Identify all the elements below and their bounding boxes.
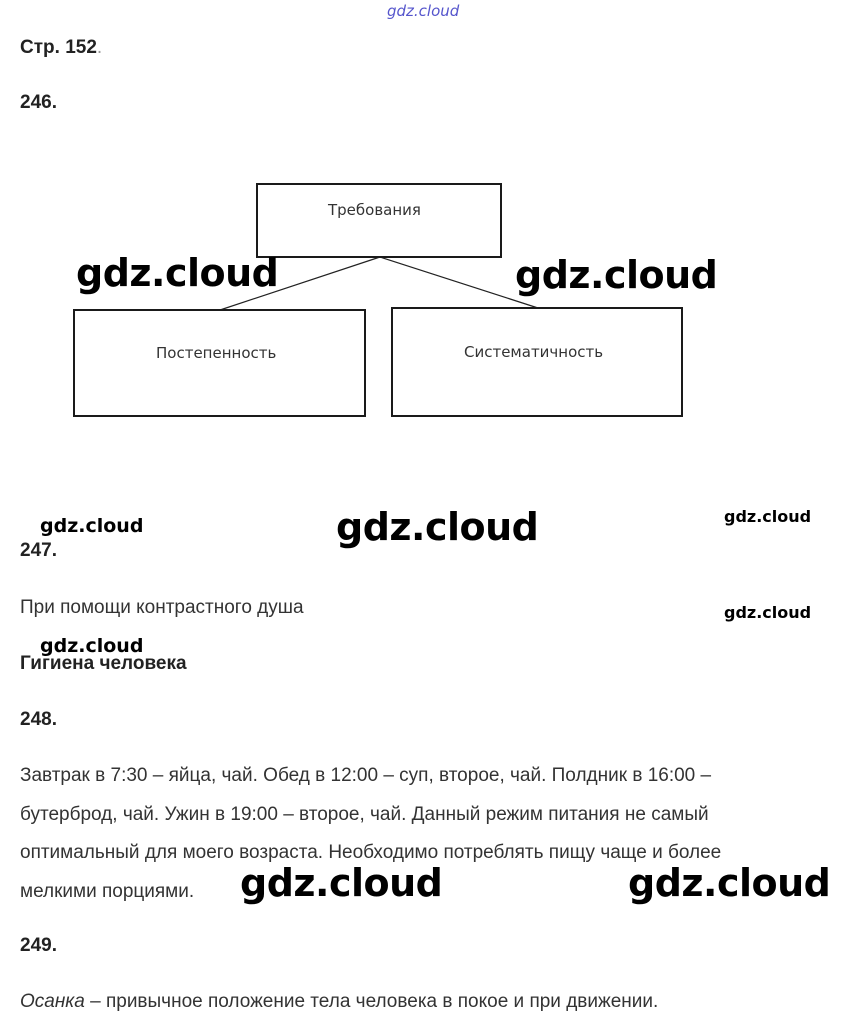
page-reference-text: Стр. 152 [20, 37, 97, 58]
watermark-diagram-right: gdz.cloud [515, 253, 718, 297]
watermark-right-lower: gdz.cloud [724, 603, 812, 622]
diagram-root-label: Требования [328, 201, 421, 219]
answer-249 [20, 991, 658, 1013]
watermark-top: gdz.cloud [387, 2, 460, 20]
diagram-child-box-1 [73, 309, 366, 417]
task-number-246: 246. [20, 92, 57, 113]
answer-248-line-2: бутерброд, чай. Ужин в 19:00 – второе, чай. Данный режим питания не самый [20, 803, 709, 825]
diagram-child-box-2 [391, 307, 683, 417]
task-number-247: 247. [20, 540, 57, 561]
watermark-bottom-right: gdz.cloud [628, 861, 831, 905]
diagram-root-box [256, 183, 502, 258]
task-number-249: 249. [20, 935, 57, 956]
term-posture-definition: – привычное положение тела человека в покое и при движении. [84, 991, 659, 1012]
diagram-child-label-2: Систематичность [464, 343, 604, 361]
watermark-mid-right: gdz.cloud [724, 507, 812, 526]
answer-248-line-4: мелкими порциями. [20, 880, 195, 902]
answer-247: При помощи контрастного душа [20, 597, 304, 618]
section-heading-hygiene: Гигиена человека [20, 653, 187, 674]
answer-248-line-3: оптимальный для моего возраста. Необходимо потреблять пищу чаще и более [20, 842, 722, 863]
watermark-bottom-center: gdz.cloud [240, 861, 443, 905]
page-reference-dot: . [96, 37, 103, 58]
watermark-mid-left: gdz.cloud [40, 515, 144, 537]
term-posture: Осанка [20, 991, 85, 1012]
watermark-hygiene-left: gdz.cloud [40, 635, 144, 657]
answer-248-line-1: Завтрак в 7:30 – яйца, чай. Обед в 12:00 – суп, второе, чай. Полдник в 16:00 – [20, 765, 712, 786]
watermark-diagram-left: gdz.cloud [76, 251, 279, 295]
watermark-mid-center: gdz.cloud [336, 505, 539, 549]
diagram-child-label-1: Постепенность [156, 344, 277, 362]
task-number-248: 248. [20, 709, 57, 730]
